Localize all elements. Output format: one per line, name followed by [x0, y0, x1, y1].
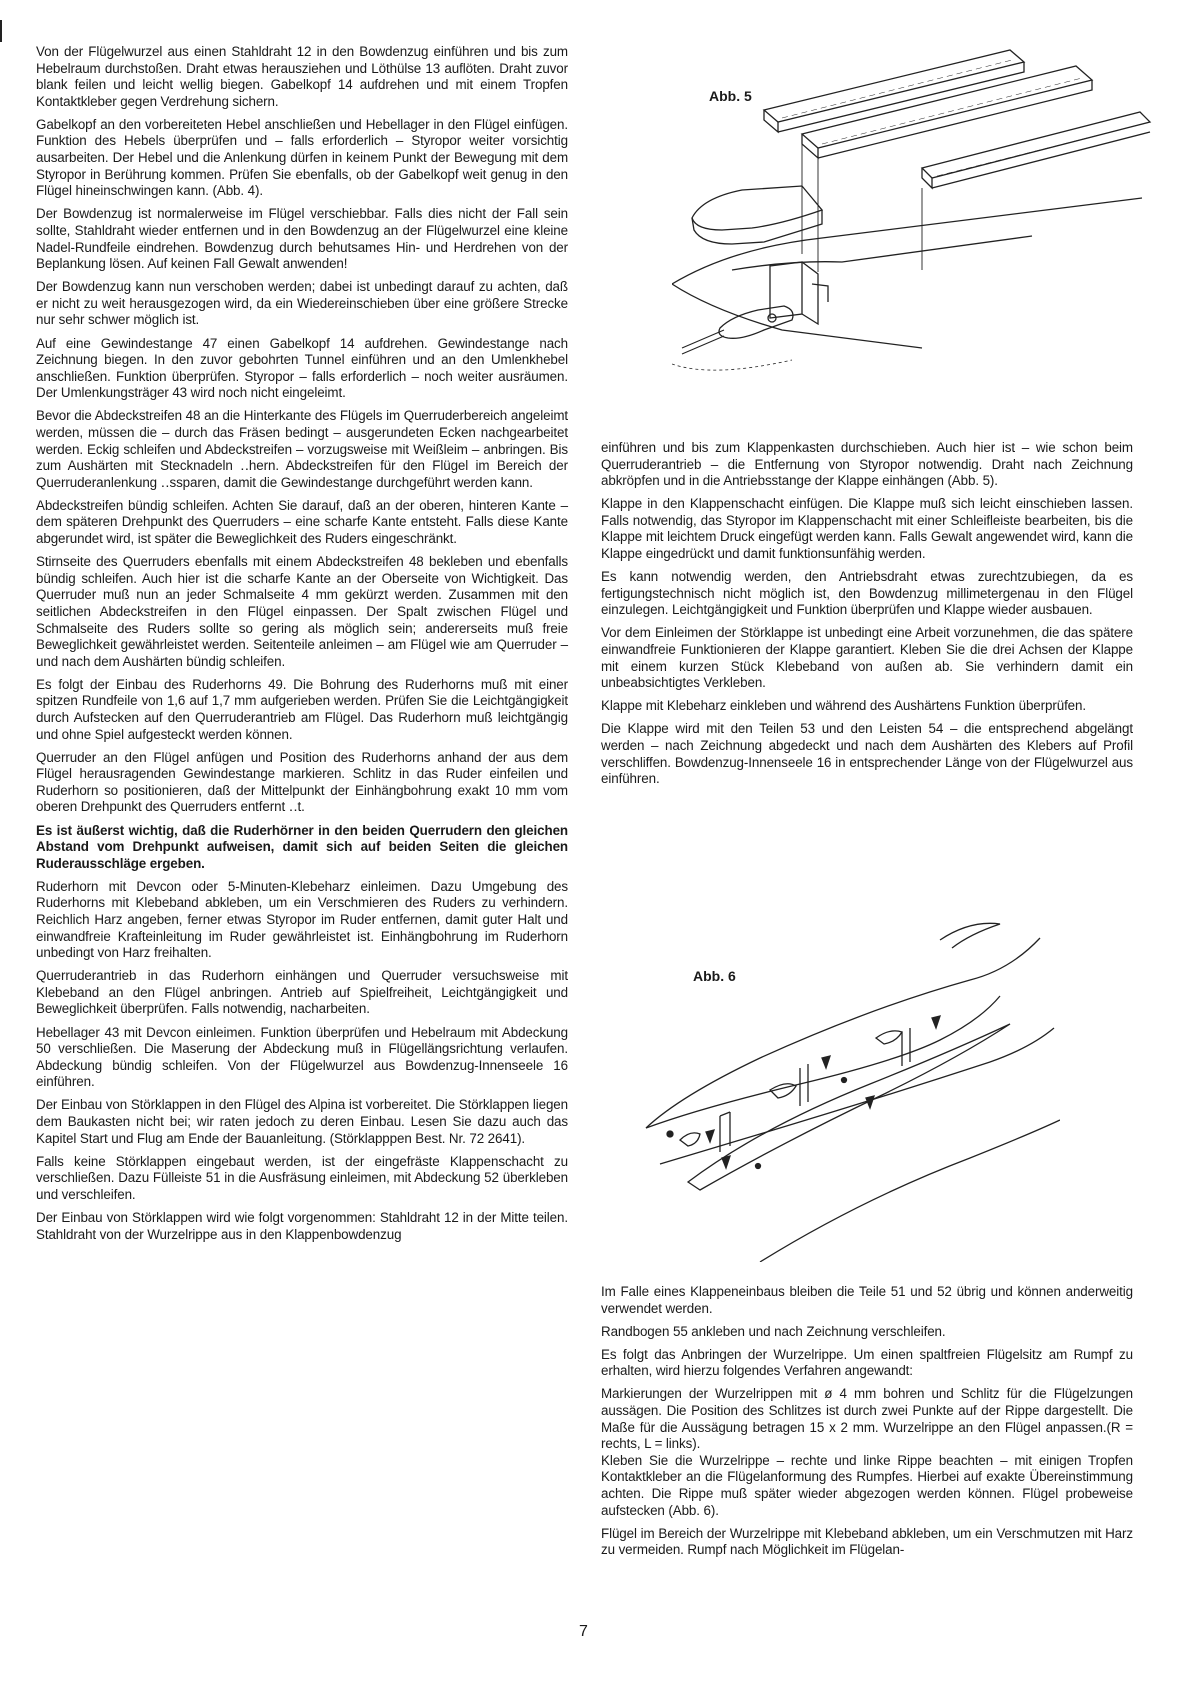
page-number: 7 — [579, 1623, 588, 1640]
paragraph: Flügel im Bereich der Wurzelrippe mit Klebeband abkleben, um ein Verschmutzen mit Harz zu vermeiden. Rumpf nach Möglichkeit im Flügelan- — [601, 1525, 1133, 1558]
paragraph: Es folgt das Anbringen der Wurzelrippe. Um einen spaltfreien Flügelsitz am Rumpf zu erhalten, wird hierzu folgendes Verfahren angewandt: — [601, 1346, 1133, 1379]
paragraph: Randbogen 55 ankleben und nach Zeichnung verschleifen. — [601, 1323, 946, 1339]
paragraph: Der Einbau von Störklappen in den Flügel des Alpina ist vorbereitet. Die Störklappen liegen dem Baukasten nicht bei; wir raten jedoch zu deren Einbau. Lesen Sie dazu auch das Kapitel Start und Flug am Ende der Bauanleitung. (Störklapppen Best. Nr. 72 2641). — [36, 1097, 568, 1146]
figure-label: Abb. 5 — [709, 88, 752, 104]
figure-label: Abb. 6 — [693, 968, 736, 984]
paragraph: Stirnseite des Querruders ebenfalls mit einem Abdeckstreifen 48 bekleben und ebenfalls bündig schleifen. Auch hier ist die scharfe Kante an der Oberseite von Wichtigkeit. Das Querruder muß nun an jeder Schmalseite 4 mm gekürzt werden. Zusammen mit den seitlichen Abdeckstreifen in den Flügel einpassen. Der Spalt zwischen Flügel und Schmalseite des Ruders sollte so gering als möglich sein; andererseits muß freie Beweglichkeit gewährleistet werden. Seitenteile anleimen – am Flügel wie am Querruder – und nach dem Aushärten bündig schleifen. — [36, 554, 568, 669]
paragraph: Querruderantrieb in das Ruderhorn einhängen und Querruder versuchsweise mit Klebeband an den Flügel anbringen. Antrieb auf Spielfreiheit, Leichtgängigkeit und Beweglichkeit überprüfen. Falls notwendig, nacharbeiten. — [36, 968, 568, 1017]
right-column-bottom — [601, 1284, 1133, 1565]
paragraph: Es folgt der Einbau des Ruderhorns 49. Die Bohrung des Ruderhorns muß mit einer spitzen Rundfeile von 1,6 auf 1,7 mm aufgerieben werden. Prüfen Sie die Leichtgängigkeit durch Aufstecken auf den Querruderantrieb am Flügel. Das Ruderhorn muß leichtgängig und ohne Spiel aufgesteckt werden können. — [36, 676, 568, 742]
paragraph: Bevor die Abdeckstreifen 48 an die Hinterkante des Flügels im Querruderbereich angeleimt werden, müssen die – durch das Fräsen bedingt – ausgerundeten Ecken nachgearbeitet werden. Eckig schleifen und Abdeckstreifen – vorzugsweise mit Weißleim – anbringen. Bis zum Aushärten mit Stecknadeln ‥hern. Abdeckstreifen für den Flügel im Bereich der Querruderanlenkung ‥ssparen, damit die Gewindestange durchgeführt werden kann. — [36, 408, 568, 490]
important-note: Es ist äußerst wichtig, daß die Ruderhörner in den beiden Querrudern den gleichen Abstand vom Drehpunkt aufweisen, damit sich auf beiden Seiten die gleichen Ruderausschläge ergeben. — [36, 822, 568, 871]
paragraph: Klappe in den Klappenschacht einfügen. Die Klappe muß sich leicht einschieben lassen. Falls notwendig, das Styropor im Klappenschacht mit einer Schleifleiste bearbeiten, bis die Klappe mit leichtem Druck eingefügt werden kann. Falls Gewalt angewendet wird, kann die Klappe eingedrückt und damit funktionsunfähig werden. — [601, 496, 1133, 562]
paragraph: Falls keine Störklappen eingebaut werden, ist der eingefräste Klappenschacht zu verschließen. Dazu Fülleiste 51 in die Ausfräsung einleimen, mit Abdeckung 52 überkleben und verschleifen. — [36, 1153, 568, 1202]
scan-edge-mark — [0, 20, 2, 42]
paragraph: Klappe mit Klebeharz einkleben und während des Aushärtens Funktion überprüfen. — [601, 698, 1086, 714]
left-column — [36, 44, 568, 1250]
paragraph: Gabelkopf an den vorbereiteten Hebel anschließen und Hebellager in den Flügel einfügen. Funktion des Hebels überprüfen und – falls erforderlich – Styropor weiter vorsichtig ausarbeiten. Der Hebel und die Anlenkung dürfen in keinem Punkt der Bewegung mit dem Styropor in Berührung kommen. Prüfen Sie ebenfalls, ob der Gabelkopf weit genug in den Flügel hineinschwingen kann. (Abb. 4). — [36, 116, 568, 199]
paragraph: einführen und bis zum Klappenkasten durchschieben. Auch hier ist – wie schon beim Querruderantrieb – die Entfernung von Styropor notwendig. Draht nach Zeichnung abkröpfen und in die Antriebsstange der Klappe einhängen (Abb. 5). — [601, 440, 1133, 489]
paragraph: Auf eine Gewindestange 47 einen Gabelkopf 14 aufdrehen. Gewindestange nach Zeichnung biegen. In den zuvor gebohrten Tunnel einführen und an den Umlenkhebel anschließen. Funktion überprüfen. Styropor – falls erforderlich – noch weiter ausräumen. Der Umlenkungsträger 43 wird noch nicht eingeleimt. — [36, 335, 568, 401]
paragraph: Die Klappe wird mit den Teilen 53 und den Leisten 54 – die entsprechend abgelängt werden – nach Zeichnung abgedeckt und nach dem Aushärten des Klebers auf Profil verschliffen. Bowdenzug-Innenseele 16 in entsprechender Länge von der Flügelwurzel aus einführen. — [601, 721, 1133, 787]
paragraph: Von der Flügelwurzel aus einen Stahldraht 12 in den Bowdenzug einführen und bis zum Hebelraum durchstoßen. Draht etwas herausziehen und Löthülse 13 auflöten. Draht zuvor blank feilen und leicht wellig biegen. Gabelkopf 14 aufdrehen und mit einem Tropfen Kontaktkleber gegen Verdrehung sichern. — [36, 44, 568, 109]
paragraph: Der Einbau von Störklappen wird wie folgt vorgenommen: Stahldraht 12 in der Mitte teilen. Stahldraht von der Wurzelrippe aus in den Klappenbowdenzug — [36, 1210, 568, 1242]
paragraph: Der Bowdenzug kann nun verschoben werden; dabei ist unbedingt darauf zu achten, daß er nicht zu weit herausgezogen wird, da ein Wiedereinschieben über eine größere Strecke nur sehr schwer möglich ist. — [36, 279, 568, 328]
paragraph: Ruderhorn mit Devcon oder 5-Minuten-Klebeharz einleimen. Dazu Umgebung des Ruderhorns mit Klebeband abkleben, um ein Verschmieren des Ruders zu verhindern. Reichlich Harz angeben, ferner etwas Styropor im Ruder entfernen, damit guter Halt und einwandfreie Krafteinleitung im Ruder gewährleistet ist. Einhängbohrung im Ruderhorn unbedingt von Harz freihalten. — [36, 878, 568, 961]
paragraph: Der Bowdenzug ist normalerweise im Flügel verschiebbar. Falls dies nicht der Fall sein sollte, Stahldraht wieder entfernen und in den Bowdenzug an der Flügelwurzel eine kleine Nadel-Rundfeile eindrehen. Bowdenzug durch behutsames Hin- und Herdrehen von der Beplankung lösen. Auf keinen Fall Gewalt anwenden! — [36, 206, 568, 272]
paragraph: Abdeckstreifen bündig schleifen. Achten Sie darauf, daß an der oberen, hinteren Kante – dem späteren Drehpunkt des Querruders – eine scharfe Kante entsteht. Falls diese Kante abgerundet wird, ist später die Beweglichkeit des Ruders eingeschränkt. — [36, 497, 568, 547]
right-column-top — [601, 440, 1133, 794]
paragraph: Markierungen der Wurzelrippen mit ø 4 mm bohren und Schlitz für die Flügelzungen aussägen. Die Position des Schlitzes ist durch zwei Punkte auf der Rippe dargestellt. Die Maße für die Aussägung betragen 15 x 2 mm. Wurzelrippe an den Flügel anpassen.(R = rechts, L = links). Kleben Sie die Wurzelrippe – rechte und linke Rippe beachten – mit einigen Tropfen Kontaktkleber an die Flügelanformung des Rumpfes. Hierbei auf exakte Übereinstimmung achten. Die Rippe muß später wieder abgezogen werden können. Flügel probeweise aufstecken (Abb. 6). — [601, 1386, 1133, 1518]
paragraph: Es kann notwendig werden, den Antriebsdraht etwas zurechtzubiegen, da es fertigungstechnisch nicht möglich ist, den Bowdenzug millimetergenau in den Flügel einzulegen. Leichtgängigkeit und Funktion überprüfen und Klappe wieder ausbauen. — [601, 569, 1133, 618]
paragraph: Querruder an den Flügel anfügen und Position des Ruderhorns anhand der aus dem Flügel herausragenden Gewindestange markieren. Schlitz in das Ruder einfeilen und Ruderhorn so positionieren, daß der Mittelpunkt der Einhängbohrung exakt 10 mm vom oberen Drehpunkt des Querruders entfernt ‥t. — [36, 749, 568, 815]
paragraph: Hebellager 43 mit Devcon einleimen. Funktion überprüfen und Hebelraum mit Abdeckung 50 verschließen. Die Maserung der Abdeckung muß in Flügellängsrichtung verlaufen. Abdeckung bündig schleifen. Von der Flügelwurzel aus Bowdenzug-Innenseele 16 einführen. — [36, 1024, 568, 1090]
figure-abb6 — [640, 920, 1060, 1262]
paragraph: Vor dem Einleimen der Störklappe ist unbedingt eine Arbeit vorzunehmen, die das spätere einwandfreie Funktionieren der Klappe garantiert. Kleben Sie die drei Achsen der Klappe mit einem kurzen Stück Klebeband von außen ab. Sie verhindern damit ein unbeabsichtigtes Verkleben. — [601, 625, 1133, 691]
paragraph: Im Falle eines Klappeneinbaus bleiben die Teile 51 und 52 übrig und können anderweitig verwendet werden. — [601, 1284, 1133, 1316]
figure-abb5 — [672, 48, 1152, 400]
